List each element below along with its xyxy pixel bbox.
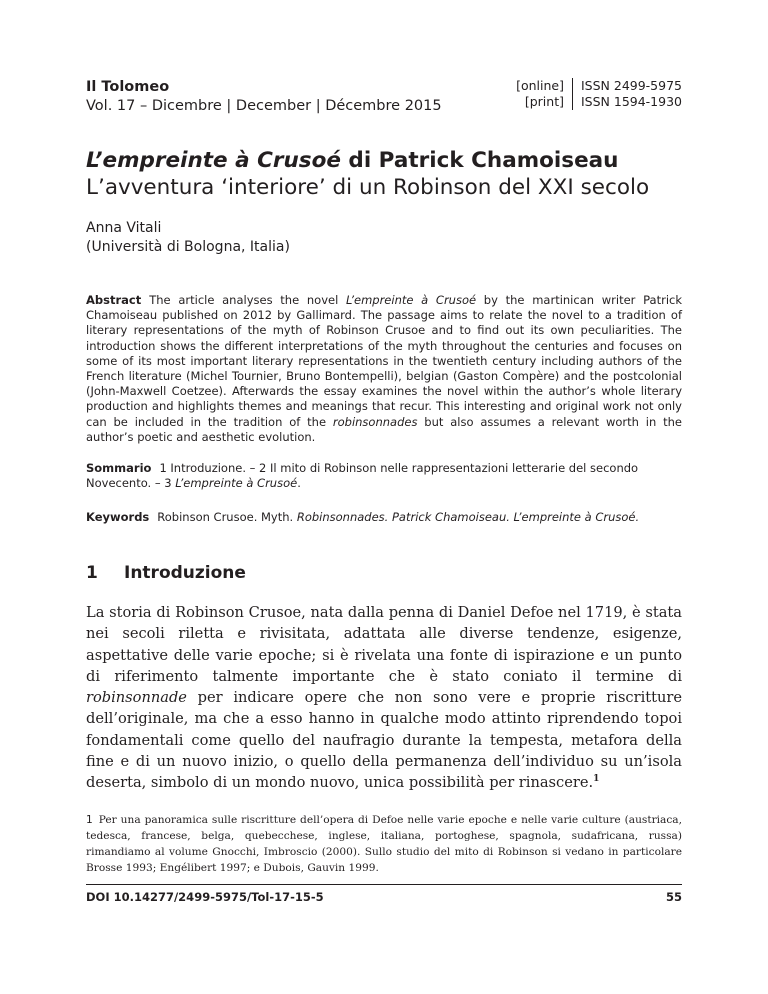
- online-label: [online]: [516, 78, 572, 94]
- footnote: [86, 812, 682, 876]
- doi[interactable]: DOI 10.14277/2499-5975/Tol-17-15-5: [86, 890, 324, 904]
- footnote-text: Per una panoramica sulle riscritture dell’opera di Defoe nelle varie epoche e nelle varie culture (austriaca, tedesca, francese, belga, quebecchese, inglese, italiana, portoghese, spagnola, sudafricana, russa) rimandiamo al volume Gnocchi, Imbroscio (2000). Sullo studio del mito di Robinson si vedano in particolare Brosse 1993; Engélibert 1997; e Dubois, Gauvin 1999.: [86, 814, 682, 874]
- title-work: L’empreinte à Crusoé: [86, 148, 341, 173]
- print-issn: ISSN 1594-1930: [580, 94, 682, 109]
- article-subtitle: L’avventura ‘interiore’ di un Robinson del XXI secolo: [86, 175, 650, 200]
- body-italic: robinsonnade: [86, 689, 187, 707]
- title-line: [86, 147, 686, 174]
- journal-issue: Vol. 17 – Dicembre | December | Décembre 2015: [86, 98, 442, 114]
- section-number: 1: [86, 563, 98, 583]
- abstract-text-3: but also assumes a relevant worth in the author’s poetic and aesthetic evolution.: [86, 414, 682, 444]
- section-title: Introduzione: [124, 563, 246, 583]
- footnote-number: 1: [86, 814, 93, 826]
- keywords-text: Robinson Crusoe. Myth.: [157, 510, 297, 524]
- journal-header: [86, 78, 682, 118]
- sommario: [86, 461, 682, 491]
- abstract-label: Abstract: [86, 293, 142, 307]
- keywords-italic: Robinsonnades. Patrick Chamoiseau. L’empreinte à Crusoé.: [296, 510, 640, 524]
- keywords: [86, 510, 682, 525]
- online-issn: ISSN 2499-5975: [580, 78, 682, 93]
- body-text-2: per indicare opere che non sono vere e proprie riscritture dell’originale, ma che a esso hanno in qualche modo attinto riprendendo topoi fondamentali come quello del naufragio durante la tempesta, metafora della fine e di un nuovo inizio, o quello della permanenza dell’individuo su un’isola deserta, simbolo di un mondo nuovo, unica possibilità per rinascere.: [86, 689, 682, 792]
- section-heading: [86, 562, 246, 584]
- sommario-italic: L’empreinte à Crusoé: [175, 476, 298, 491]
- sommario-text: 1 Introduzione. – 2 Il mito di Robinson nelle rappresentazioni letterarie del secondo Novecento. – 3: [86, 461, 639, 491]
- body-text-1: La storia di Robinson Crusoe, nata dalla penna di Daniel Defoe nel 1719, è stata nei secoli riletta e rivisitata, adattata alle diverse tendenze, esigenze, aspettative delle varie epoche; si è rivelata una fonte di ispirazione e un punto di riferimento talmente importante che è stato coniato il termine di: [86, 604, 682, 685]
- keywords-label: Keywords: [86, 510, 150, 524]
- abstract-text-1: The article analyses the novel: [149, 293, 346, 307]
- footnote-ref[interactable]: 1: [593, 774, 600, 785]
- print-label: [print]: [516, 94, 572, 110]
- journal-name: Il Tolomeo: [86, 79, 170, 95]
- body-paragraph: [86, 602, 682, 794]
- journal-info: [86, 78, 442, 116]
- title-author: di Patrick Chamoiseau: [340, 148, 619, 173]
- article-page: [86, 0, 682, 994]
- sommario-label: Sommario: [86, 461, 152, 475]
- footer-divider: [86, 884, 682, 885]
- abstract-italic-1: L’empreinte à Crusoé: [346, 293, 477, 307]
- abstract-text-2: by the martinican writer Patrick Chamoiseau published on 2012 by Gallimard. The passage aims to relate the novel to a tradition of literary representations of the myth of Robinson Crusoe and to find out its own peculiarities. The introduction shows the different interpretations of the myth throughout the centuries and focuses on some of its most important literary representations in the twentieth century including authors of the French literature (Michel Tournier, Bruno Bontempelli), belgian (Gaston Compère) and the postcolonial (John-Maxwell Coetzee). Afterwards the essay examines the novel within the author’s whole literary production and highlights themes and meanings that recur. This interesting and original work not only can be included in the tradition of the: [86, 293, 682, 429]
- author-affiliation: (Università di Bologna, Italia): [86, 239, 290, 255]
- page-number: 55: [665, 890, 682, 904]
- author-name: Anna Vitali: [86, 220, 162, 236]
- article-title: [86, 147, 686, 201]
- abstract: [86, 293, 682, 445]
- abstract-italic-2: robinsonnades: [332, 414, 418, 429]
- author-block: [86, 219, 290, 257]
- sommario-end: .: [297, 476, 301, 491]
- issn-block: [516, 78, 682, 110]
